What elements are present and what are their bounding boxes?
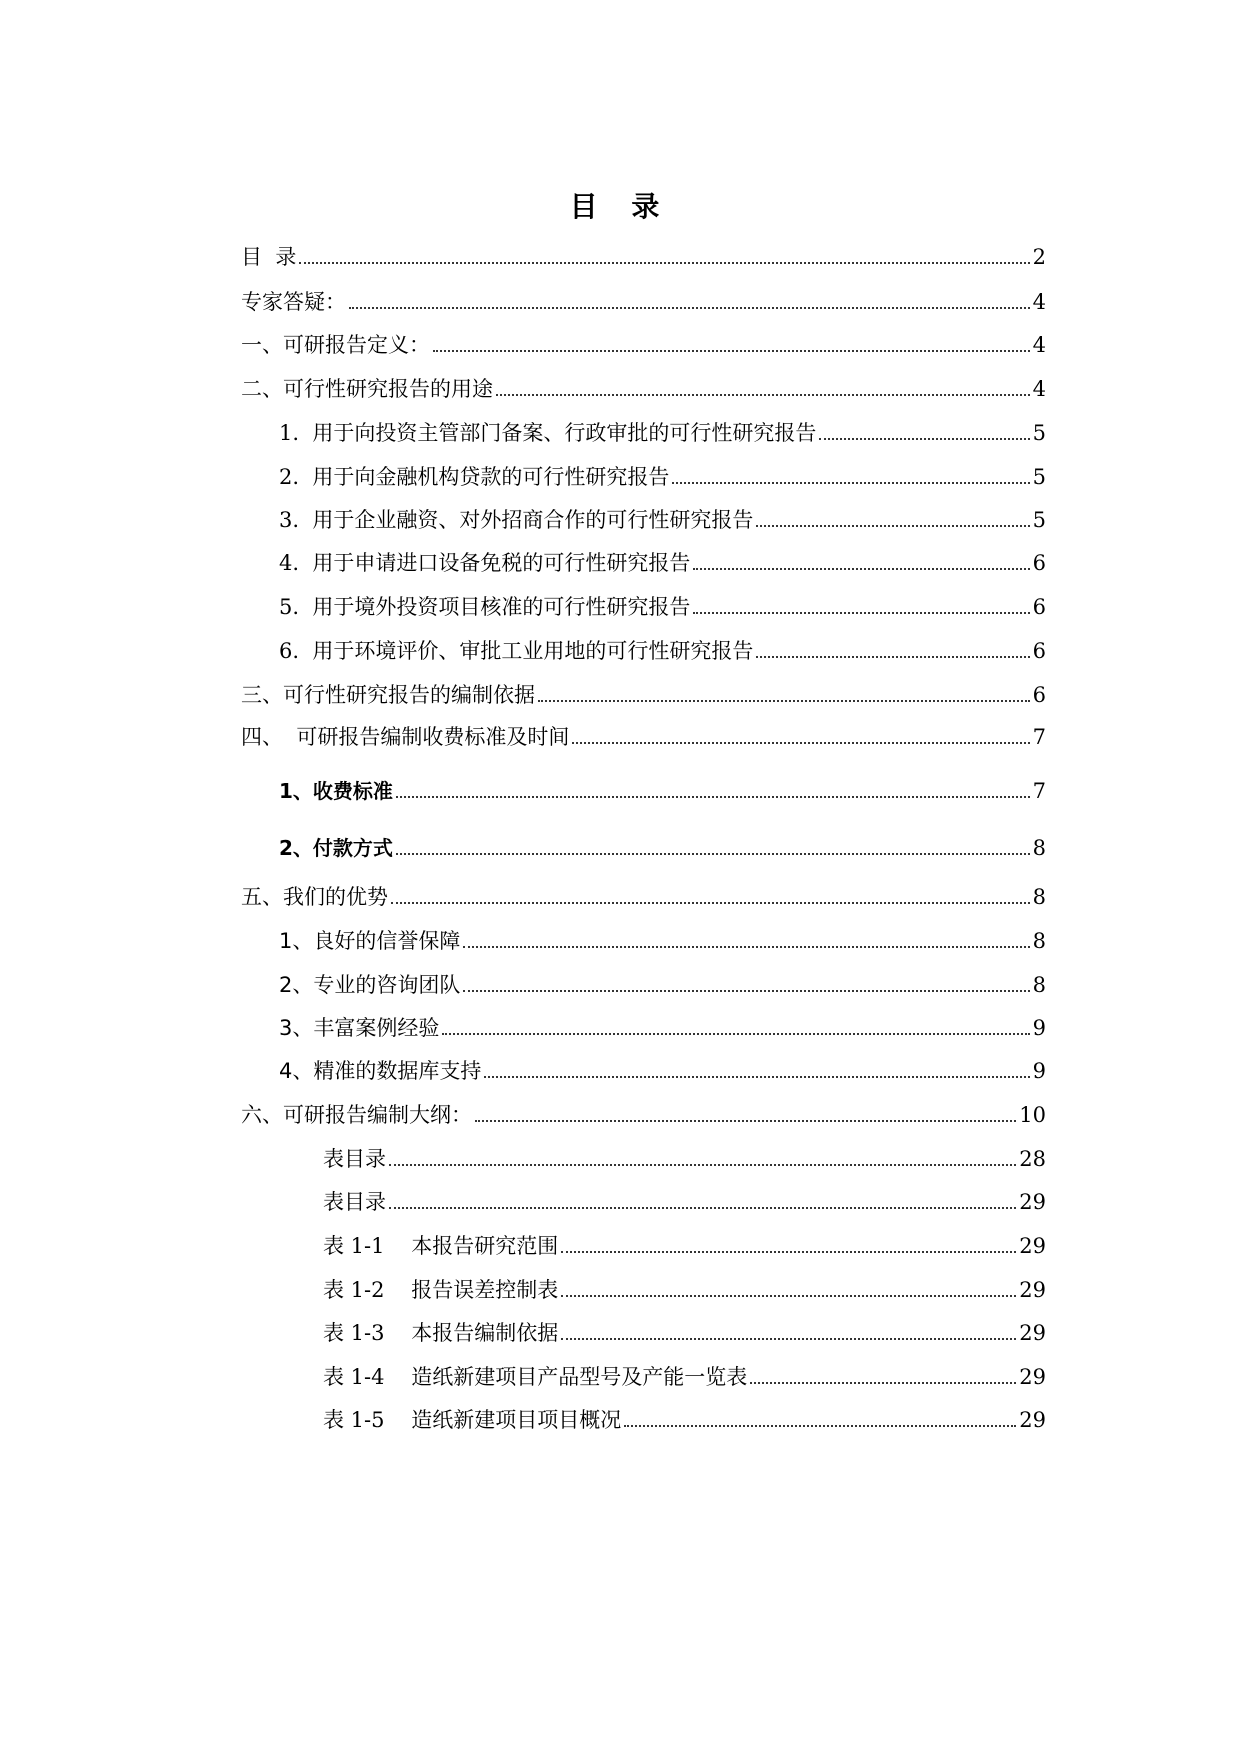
toc-entry-label: 用于向金融机构贷款的可行性研究报告 [312,465,670,489]
toc-entry[interactable] [241,972,1046,998]
toc-entry-page: 5 [1032,508,1046,532]
toc-entry-page: 9 [1032,1059,1046,1083]
dot-leader [484,1076,1029,1078]
toc-entry-number: 表 1-2 [323,1278,412,1302]
toc-entry-number: 1、 [279,929,314,953]
toc-entry-label: 收费标准 [312,779,393,803]
toc-entry-page: 7 [1032,725,1046,749]
toc-entry-label: 用于企业融资、对外招商合作的可行性研究报告 [312,508,754,532]
toc-entry[interactable] [241,638,1046,664]
toc-entry-number: 6. [279,639,313,663]
dot-leader [561,1251,1016,1253]
toc-entry-number: 4、 [279,1059,314,1083]
toc-entry-number: 4. [279,551,313,575]
toc-entry-page: 6 [1032,683,1046,707]
dot-leader [463,990,1029,992]
toc-entry-label: 六、可研报告编制大纲： [241,1103,472,1127]
toc-entry[interactable] [241,507,1046,533]
toc-entry-label: 用于申请进口设备免税的可行性研究报告 [312,551,691,575]
toc-entry[interactable] [241,1364,1046,1390]
dot-leader [672,482,1029,484]
toc-entry-label: 用于境外投资项目核准的可行性研究报告 [312,595,691,619]
toc-entry-label: 用于环境评价、审批工业用地的可行性研究报告 [312,639,754,663]
dot-leader [396,853,1030,855]
toc-entry[interactable] [241,724,1046,750]
toc-entry-number: 2、 [279,973,314,997]
toc-entry-page: 5 [1032,421,1046,445]
toc-entry[interactable] [241,550,1046,576]
toc-entry-label: 表目录 [323,1147,386,1171]
toc-entry-page: 6 [1032,595,1046,619]
toc-entry-label: 一、可研报告定义： [241,333,430,357]
toc-entry-page: 8 [1032,885,1046,909]
dot-leader [693,568,1029,570]
toc-entry[interactable] [241,1233,1046,1259]
toc-entry-label: 造纸新建项目产品型号及产能一览表 [411,1365,748,1389]
dot-leader [561,1295,1016,1297]
toc-entry[interactable] [241,835,1046,861]
toc-entry-number: 3、 [279,1016,314,1040]
dot-leader [750,1382,1016,1384]
toc-entry[interactable] [241,464,1046,490]
toc-entry-page: 29 [1019,1408,1046,1432]
toc-entry-number: 5. [279,595,313,619]
toc-entry-label: 可研报告编制收费标准及时间 [296,725,570,749]
toc-entry-label: 本报告编制依据 [411,1321,559,1345]
toc-entry-number: 2. [279,465,313,489]
dot-leader [819,438,1029,440]
toc-entry-page: 4 [1032,290,1046,314]
toc-entry[interactable] [241,884,1046,910]
toc-entry-page: 7 [1032,779,1046,803]
toc-entry-page: 8 [1032,929,1046,953]
toc-entry-label: 报告误差控制表 [411,1278,559,1302]
dot-leader [389,1164,1016,1166]
toc-entry-page: 29 [1019,1234,1046,1258]
dot-leader [389,1207,1016,1209]
toc-entry[interactable] [241,332,1046,358]
toc-entry[interactable] [241,778,1046,804]
toc-entry-label: 造纸新建项目项目概况 [411,1408,622,1432]
page-title: 目 录 [569,190,672,223]
toc-entry[interactable] [241,682,1046,708]
toc-entry-page: 8 [1032,973,1046,997]
toc-entry-label: 付款方式 [312,836,393,860]
dot-leader [396,796,1030,798]
toc-entry-page: 28 [1019,1147,1046,1171]
toc-entry-page: 6 [1032,551,1046,575]
dot-leader [463,946,1029,948]
toc-entry-number: 表 1-3 [323,1321,412,1345]
toc-entry[interactable] [241,1058,1046,1084]
toc-entry-page: 4 [1032,333,1046,357]
toc-entry-label: 表目录 [323,1190,386,1214]
toc-entry-page: 6 [1032,639,1046,663]
dot-leader [475,1120,1016,1122]
toc-entry[interactable] [241,1320,1046,1346]
toc-entry-number: 1、 [279,779,313,803]
toc-entry[interactable] [241,928,1046,954]
toc-entry-label: 专业的咨询团队 [313,973,461,997]
toc-entry-page: 4 [1032,377,1046,401]
toc-entry-page: 5 [1032,465,1046,489]
toc-entry-page: 29 [1019,1365,1046,1389]
toc-entry-label: 五、我们的优势 [241,885,388,909]
toc-entry-page: 2 [1032,245,1046,269]
toc-entry-label: 丰富案例经验 [313,1016,440,1040]
dot-leader [624,1425,1016,1427]
toc-entry-number: 2、 [279,836,313,860]
toc-entry-number: 3. [279,508,313,532]
toc-entry[interactable] [241,1146,1046,1172]
dot-leader [442,1033,1029,1035]
toc-entry-label: 目 录 [241,245,297,269]
toc-entry[interactable] [241,1189,1046,1215]
toc-entry[interactable] [241,420,1046,446]
toc-entry-page: 29 [1019,1321,1046,1345]
dot-leader [693,612,1029,614]
dot-leader [756,525,1029,527]
table-of-contents [241,0,1046,1754]
toc-entry[interactable] [241,1277,1046,1303]
toc-entry-label: 专家答疑： [241,290,346,314]
toc-entry-page: 29 [1019,1190,1046,1214]
toc-entry[interactable] [241,376,1046,402]
dot-leader [572,742,1029,744]
toc-entry[interactable] [241,289,1046,315]
toc-entry-page: 8 [1032,836,1046,860]
dot-leader [496,394,1030,396]
dot-leader [299,262,1029,264]
toc-entry[interactable] [241,1407,1046,1433]
dot-leader [538,700,1030,702]
toc-entry-number: 表 1-4 [323,1365,412,1389]
toc-entry[interactable] [241,1102,1046,1128]
toc-entry-label: 用于向投资主管部门备案、行政审批的可行性研究报告 [312,421,817,445]
dot-leader [349,307,1030,309]
toc-entry-label: 二、可行性研究报告的用途 [241,377,493,401]
toc-entry-page: 9 [1032,1016,1046,1040]
toc-entry-page: 10 [1019,1103,1046,1127]
toc-entry-number: 四、 [241,725,297,749]
dot-leader [391,902,1030,904]
toc-entry-label: 本报告研究范围 [411,1234,559,1258]
toc-entry-page: 29 [1019,1278,1046,1302]
toc-entry[interactable] [241,594,1046,620]
toc-entry[interactable] [241,1015,1046,1041]
toc-entry-number: 1. [279,421,313,445]
toc-entry-label: 精准的数据库支持 [313,1059,482,1083]
toc-entry-label: 良好的信誉保障 [313,929,461,953]
dot-leader [756,656,1029,658]
toc-entry-label: 三、可行性研究报告的编制依据 [241,683,535,707]
dot-leader [561,1338,1016,1340]
toc-entry-number: 表 1-1 [323,1234,412,1258]
toc-entry-number: 表 1-5 [323,1408,412,1432]
toc-entry[interactable] [241,244,1046,270]
dot-leader [433,350,1030,352]
